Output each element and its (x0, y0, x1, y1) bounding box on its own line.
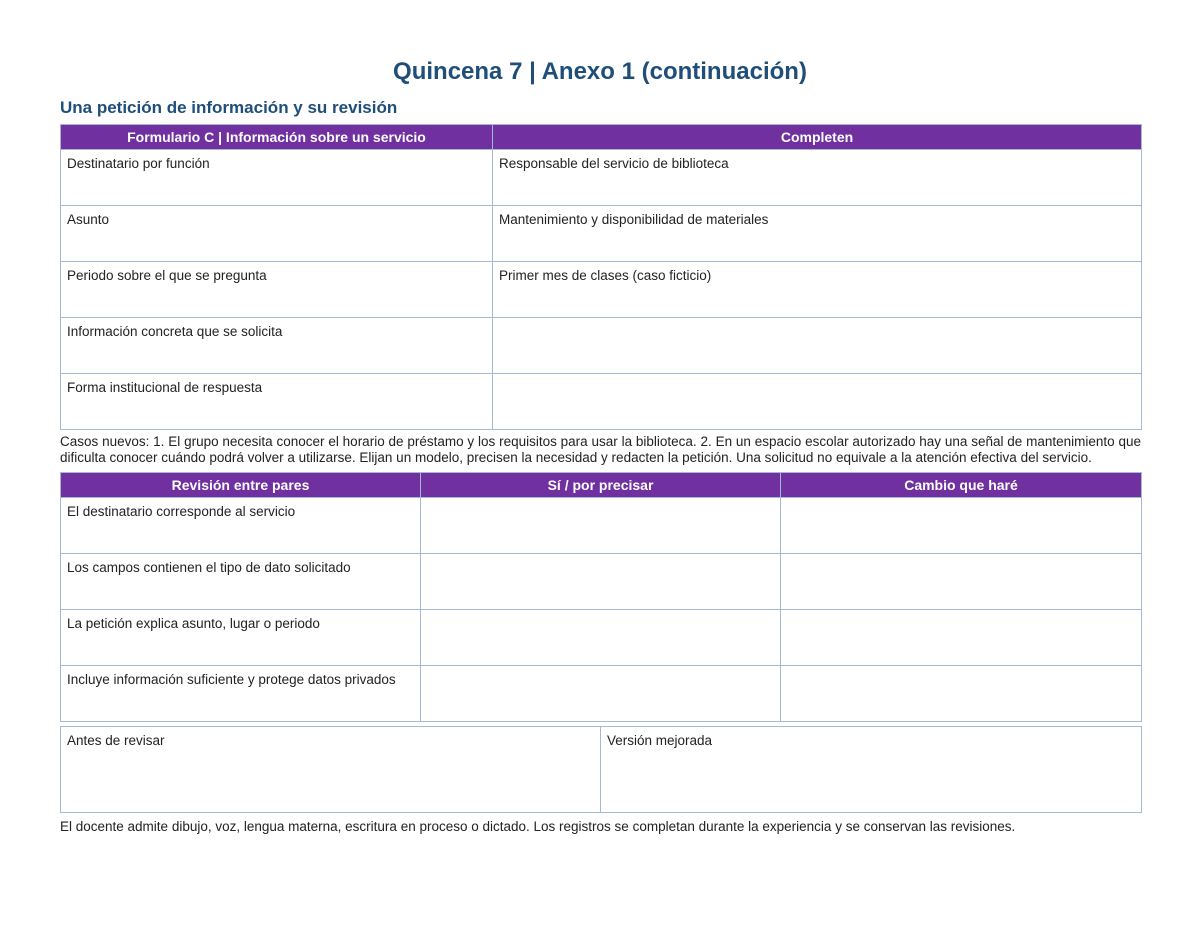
form-header-field: Formulario C | Información sobre un servicio (61, 125, 493, 150)
table-row (61, 206, 1142, 262)
form-field-value[interactable]: Primer mes de clases (caso ficticio) (493, 262, 1142, 318)
table-row (61, 498, 1142, 554)
form-field-label: Forma institucional de respuesta (61, 374, 493, 430)
table-row (61, 374, 1142, 430)
table-row (61, 610, 1142, 666)
table-row (61, 262, 1142, 318)
review-criterion: Los campos contienen el tipo de dato solicitado (61, 554, 421, 610)
review-change-cell[interactable] (781, 666, 1142, 722)
table-row (61, 727, 1142, 813)
review-header-status: Sí / por precisar (421, 473, 781, 498)
review-status-cell[interactable] (421, 610, 781, 666)
form-field-value[interactable]: Mantenimiento y disponibilidad de materiales (493, 206, 1142, 262)
table-row (61, 150, 1142, 206)
form-field-value[interactable] (493, 374, 1142, 430)
review-criterion: El destinatario corresponde al servicio (61, 498, 421, 554)
before-review-cell[interactable]: Antes de revisar (61, 727, 601, 813)
form-field-label: Asunto (61, 206, 493, 262)
compare-table (60, 726, 1142, 813)
form-field-label: Información concreta que se solicita (61, 318, 493, 374)
review-header-criteria: Revisión entre pares (61, 473, 421, 498)
review-change-cell[interactable] (781, 498, 1142, 554)
review-status-cell[interactable] (421, 666, 781, 722)
page-title: Quincena 7 | Anexo 1 (continuación) (393, 58, 807, 85)
review-change-cell[interactable] (781, 554, 1142, 610)
table-row (61, 554, 1142, 610)
review-status-cell[interactable] (421, 498, 781, 554)
improved-version-cell[interactable]: Versión mejorada (601, 727, 1142, 813)
review-criterion: Incluye información suficiente y protege datos privados (61, 666, 421, 722)
review-table (60, 472, 1142, 722)
review-status-cell[interactable] (421, 554, 781, 610)
review-table-header-row (61, 473, 1142, 498)
table-row (61, 666, 1142, 722)
review-header-change: Cambio que haré (781, 473, 1142, 498)
review-change-cell[interactable] (781, 610, 1142, 666)
form-field-value[interactable]: Responsable del servicio de biblioteca (493, 150, 1142, 206)
form-field-label: Periodo sobre el que se pregunta (61, 262, 493, 318)
form-field-label: Destinatario por función (61, 150, 493, 206)
cases-note: Casos nuevos: 1. El grupo necesita conocer el horario de préstamo y los requisitos para usar la biblioteca. 2. En un espacio escolar autorizado hay una señal de mantenimiento que dificulta conocer cuándo podrá volver a utilizarse. Elijan un modelo, precisen la necesidad y redacten la petición. Una solicitud no equivale a la atención efectiva del servicio. (60, 434, 1141, 465)
form-header-complete: Completen (493, 125, 1142, 150)
form-table (60, 124, 1142, 430)
form-field-value[interactable] (493, 318, 1142, 374)
review-criterion: La petición explica asunto, lugar o periodo (61, 610, 421, 666)
table-row (61, 318, 1142, 374)
section-title: Una petición de información y su revisión (60, 98, 398, 117)
form-table-header-row (61, 125, 1142, 150)
footer-note: El docente admite dibujo, voz, lengua materna, escritura en proceso o dictado. Los registros se completan durante la experiencia y se conservan las revisiones. (60, 819, 1016, 834)
